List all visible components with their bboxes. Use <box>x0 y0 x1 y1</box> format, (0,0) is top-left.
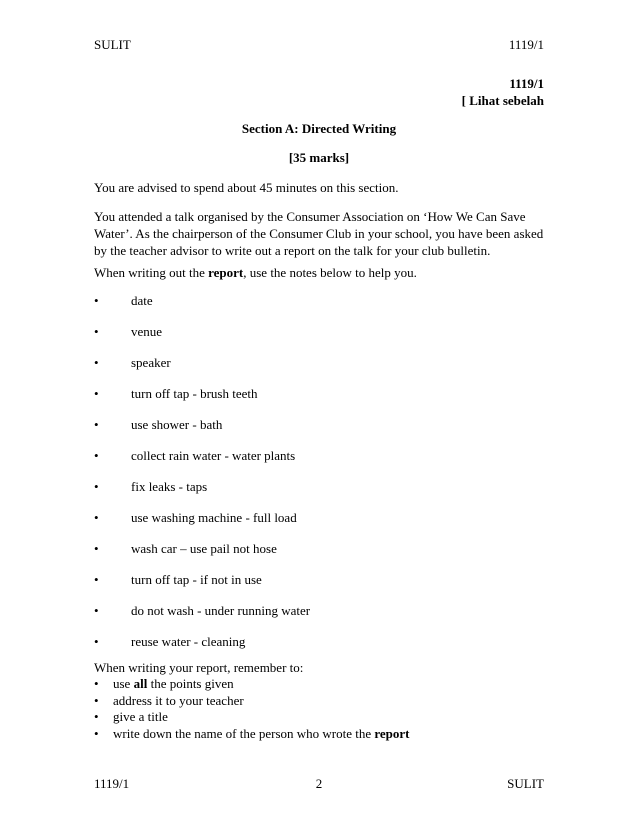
bullet-icon: • <box>94 634 99 649</box>
marks-label: [35 marks] <box>288 150 350 165</box>
turn-over-note: [ Lihat sebelah <box>461 93 544 108</box>
task-paragraph: You attended a talk organised by the Consumer Association on ‘How We Can Save Water’. As the chairperson of the Consumer Club in your school, you have been asked by the teacher advisor to write out a report on the talk for your club bulletin. <box>94 209 544 258</box>
note-text: turn off tap - brush teeth <box>131 386 258 401</box>
note-text: use shower - bath <box>131 417 223 432</box>
header-right-code: 1119/1 <box>508 37 544 52</box>
bullet-icon: • <box>94 355 99 370</box>
note-text: reuse water - cleaning <box>131 634 246 649</box>
note-text: date <box>131 293 153 308</box>
remember-text-before: use <box>113 676 134 691</box>
bullet-icon: • <box>94 293 99 308</box>
bullet-icon: • <box>94 603 99 618</box>
advice-paragraph: You are advised to spend about 45 minutes on this section. <box>94 180 399 195</box>
footer-left-code: 1119/1 <box>94 776 130 791</box>
note-text: speaker <box>131 355 171 370</box>
bullet-icon: • <box>94 541 99 556</box>
bullet-icon: • <box>94 448 99 463</box>
header-left-label: SULIT <box>94 37 131 52</box>
remember-item-text <box>113 726 410 743</box>
section-title: Section A: Directed Writing <box>241 121 397 136</box>
remember-text-after: the points given <box>147 676 234 691</box>
bullet-icon: • <box>94 479 99 494</box>
paper-code: 1119/1 <box>509 76 544 91</box>
bullet-icon: • <box>94 692 99 708</box>
note-text: collect rain water - water plants <box>131 448 296 463</box>
instruction-text-after: , use the notes below to help you. <box>243 265 417 280</box>
page-number: 2 <box>315 776 323 791</box>
bullet-icon: • <box>94 510 99 525</box>
instruction-text-bold: report <box>208 265 244 280</box>
footer-right-label: SULIT <box>507 776 544 791</box>
note-text: venue <box>131 324 163 339</box>
bullet-icon: • <box>94 676 99 691</box>
bullet-icon: • <box>94 572 99 587</box>
note-text: do not wash - under running water <box>131 603 311 618</box>
remember-text-before: address it to your teacher <box>113 692 244 708</box>
bullet-icon: • <box>94 709 99 725</box>
remember-heading: When writing your report, remember to: <box>94 660 304 675</box>
bullet-icon: • <box>94 386 99 401</box>
remember-item-text <box>113 676 234 693</box>
remember-item-text <box>113 693 244 710</box>
note-text: wash car – use pail not hose <box>131 541 277 556</box>
bullet-icon: • <box>94 417 99 432</box>
remember-text-before: write down the name of the person who wrote the <box>113 725 375 741</box>
bullet-icon: • <box>94 324 99 339</box>
bullet-icon: • <box>94 725 99 741</box>
instruction-paragraph <box>94 264 554 281</box>
instruction-text-before: When writing out the <box>94 265 209 280</box>
remember-item-text <box>113 709 168 726</box>
note-text: use washing machine - full load <box>131 510 297 525</box>
note-text: fix leaks - taps <box>131 479 208 494</box>
remember-text-before: give a title <box>113 709 168 725</box>
remember-text-bold: report <box>374 725 410 741</box>
remember-text-bold: all <box>133 676 148 691</box>
note-text: turn off tap - if not in use <box>131 572 262 587</box>
